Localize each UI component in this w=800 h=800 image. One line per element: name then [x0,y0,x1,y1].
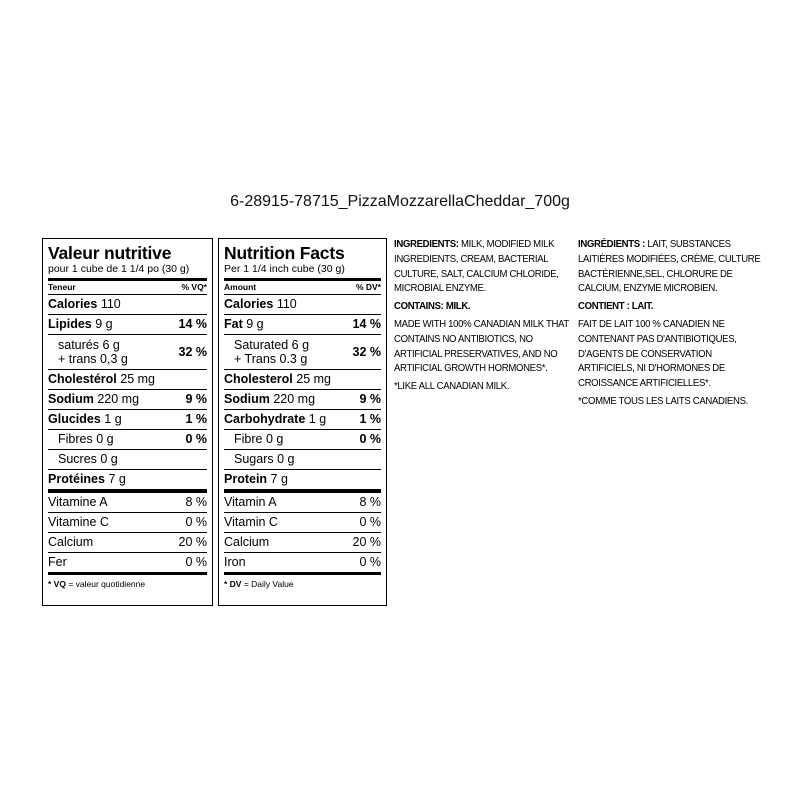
milk-claim: FAIT DE LAIT 100 % CANADIEN NE CONTENANT PAS D'ANTIBIOTIQUES, D'AGENTS DE CONSERVATION ARTIFICIELS, NI D'HORMONES DE CROISSANCE ARTIFICIELLES*. [578,318,737,390]
row-iron: Fer 0 % [48,552,207,572]
row-fibre: Fibres 0 g 0 % [48,429,207,449]
serving-size: Per 1 1/4 inch cube (30 g) [224,263,345,275]
row-fibre: Fibre 0 g 0 % [224,429,381,449]
panel-title: Nutrition Facts [224,243,345,263]
ingredients-french [578,238,767,413]
row-calcium: Calcium 20 % [48,532,207,552]
nutrition-panel-french [42,238,213,606]
footnote: * DV = Daily Value [224,572,381,592]
panel-title: Valeur nutritive [48,243,172,263]
row-sugars: Sugars 0 g [224,449,381,469]
footnote: * VQ = valeur quotidienne [48,572,207,592]
column-left-header: Amount [224,282,257,292]
row-sodium: Sodium 220 mg 9 % [48,389,207,409]
row-calcium: Calcium 20 % [224,532,381,552]
ingredients-list: INGREDIENTS: MILK, MODIFIED MILK INGREDIENTS, CREAM, BACTERIAL CULTURE, SALT, CALCIUM CHLORIDE, MICROBIAL ENZYME. [394,239,559,295]
allergen-statement: CONTIENT : LAIT. [578,301,654,313]
row-vitamin-a: Vitamin A 8 % [224,489,381,512]
row-calories: Calories 110 [48,294,207,314]
nutrition-panel-english [218,238,387,606]
row-protein: Protein 7 g [224,469,381,489]
row-vitamin-c: Vitamine C 0 % [48,512,207,532]
row-cholesterol: Cholesterol 25 mg [224,369,381,389]
milk-claim: MADE WITH 100% CANADIAN MILK THAT CONTAINS NO ANTIBIOTICS, NO ARTIFICIAL PRESERVATIVES, AND NO ARTIFICIAL GROWTH HORMONES*. [394,318,569,375]
serving-size: pour 1 cube de 1 1/4 po (30 g) [48,263,190,275]
column-right-header: % DV* [355,282,381,292]
row-saturated-trans: saturés 6 g + trans 0,3 g 32 % [48,334,207,369]
column-left-header: Teneur [48,282,76,292]
row-fat: Lipides 9 g 14 % [48,314,207,334]
column-right-header: % VQ* [181,282,207,292]
row-vitamin-c: Vitamin C 0 % [224,512,381,532]
row-calories: Calories 110 [224,294,381,314]
row-fat: Fat 9 g 14 % [224,314,381,334]
row-iron: Iron 0 % [224,552,381,572]
row-vitamin-a: Vitamine A 8 % [48,489,207,512]
ingredients-list: INGRÉDIENTS : LAIT, SUBSTANCES LAITIÈRES MODIFIÉES, CRÈME, CULTURE BACTÉRIENNE,SEL, CHLORURE DE CALCIUM, ENZYME MICROBIEN. [578,239,761,295]
row-carbohydrate: Glucides 1 g 1 % [48,409,207,429]
row-carbohydrate: Carbohydrate 1 g 1 % [224,409,381,429]
row-saturated-trans: Saturated 6 g + Trans 0.3 g 32 % [224,334,381,369]
row-cholesterol: Cholestérol 25 mg [48,369,207,389]
claim-footnote: *LIKE ALL CANADIAN MILK. [394,381,510,393]
row-sugars: Sucres 0 g [48,449,207,469]
claim-footnote: *COMME TOUS LES LAITS CANADIENS. [578,395,748,407]
ingredients-english [394,238,573,398]
column-header [224,281,381,294]
file-title: 6-28915-78715_PizzaMozzarellaCheddar_700g [230,193,570,210]
row-protein: Protéines 7 g [48,469,207,489]
row-sodium: Sodium 220 mg 9 % [224,389,381,409]
column-header [48,281,207,294]
allergen-statement: CONTAINS: MILK. [394,301,471,313]
